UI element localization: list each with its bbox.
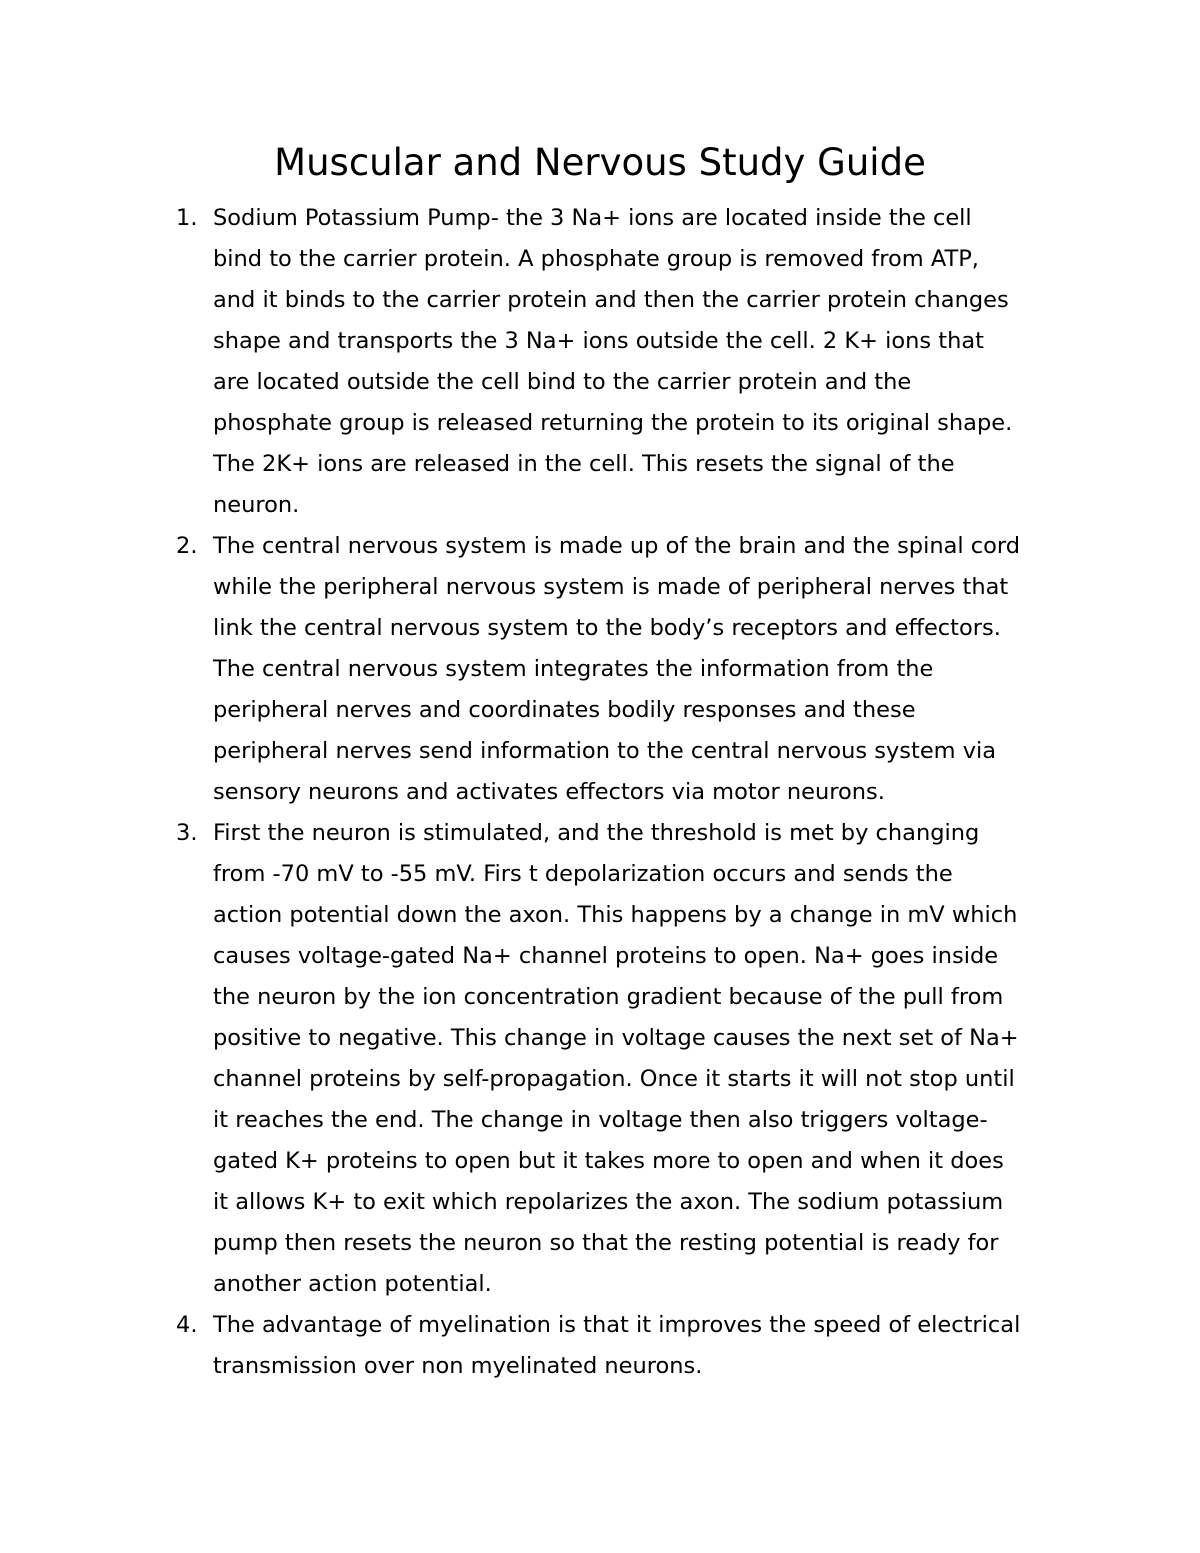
text-line: bind to the carrier protein. A phosphate group is removed from ATP, [213, 246, 979, 272]
text-line: peripheral nerves send information to the central nervous system via [213, 738, 997, 764]
text-line: channel proteins by self-propagation. Once it starts it will not stop until [213, 1066, 1015, 1092]
text-line: it allows K+ to exit which repolarizes the axon. The sodium potassium [213, 1189, 1004, 1215]
list-item-number: 3. [176, 820, 198, 846]
text-line: The advantage of myelination is that it improves the speed of electrical [213, 1312, 1021, 1338]
text-line: while the peripheral nervous system is made of peripheral nerves that [213, 574, 1009, 600]
text-line: from -70 mV to -55 mV. Firs t depolarization occurs and sends the [213, 861, 953, 887]
text-line: The central nervous system integrates the information from the [213, 656, 934, 682]
text-line: phosphate group is released returning the protein to its original shape. [213, 410, 1013, 436]
list-item [0, 198, 1073, 526]
text-line: link the central nervous system to the body’s receptors and effectors. [213, 615, 1001, 641]
text-line: neuron. [213, 492, 300, 518]
list-item-text [213, 198, 1073, 526]
page-title: Muscular and Nervous Study Guide [274, 141, 926, 184]
text-line: pump then resets the neuron so that the resting potential is ready for [213, 1230, 999, 1256]
list-item-number: 2. [176, 533, 198, 559]
list-item-number: 1. [176, 205, 198, 231]
text-line: action potential down the axon. This happens by a change in mV which [213, 902, 1018, 928]
list-item-text [213, 1305, 1073, 1387]
text-line: The 2K+ ions are released in the cell. This resets the signal of the [213, 451, 955, 477]
text-line: peripheral nerves and coordinates bodily responses and these [213, 697, 916, 723]
text-line: gated K+ proteins to open but it takes more to open and when it does [213, 1148, 1004, 1174]
text-line: it reaches the end. The change in voltage then also triggers voltage- [213, 1107, 988, 1133]
text-line: sensory neurons and activates effectors via motor neurons. [213, 779, 885, 805]
text-line: positive to negative. This change in voltage causes the next set of Na+ [213, 1025, 1019, 1051]
list-item [0, 526, 1073, 813]
text-line: causes voltage-gated Na+ channel proteins to open. Na+ goes inside [213, 943, 999, 969]
text-line: another action potential. [213, 1271, 492, 1297]
list-item [0, 813, 1073, 1305]
list-item [0, 1305, 1073, 1387]
text-line: shape and transports the 3 Na+ ions outside the cell. 2 K+ ions that [213, 328, 984, 354]
text-line: the neuron by the ion concentration gradient because of the pull from [213, 984, 1004, 1010]
numbered-list [0, 198, 1200, 1387]
text-line: and it binds to the carrier protein and then the carrier protein changes [213, 287, 1009, 313]
text-line: are located outside the cell bind to the carrier protein and the [213, 369, 912, 395]
list-item-text [213, 813, 1073, 1305]
list-item-text [213, 526, 1073, 813]
text-line: Sodium Potassium Pump- the 3 Na+ ions are located inside the cell [213, 205, 972, 231]
text-line: The central nervous system is made up of the brain and the spinal cord [213, 533, 1021, 559]
text-line: transmission over non myelinated neurons. [213, 1353, 703, 1379]
text-line: First the neuron is stimulated, and the threshold is met by changing [213, 820, 980, 846]
list-item-number: 4. [176, 1312, 198, 1338]
